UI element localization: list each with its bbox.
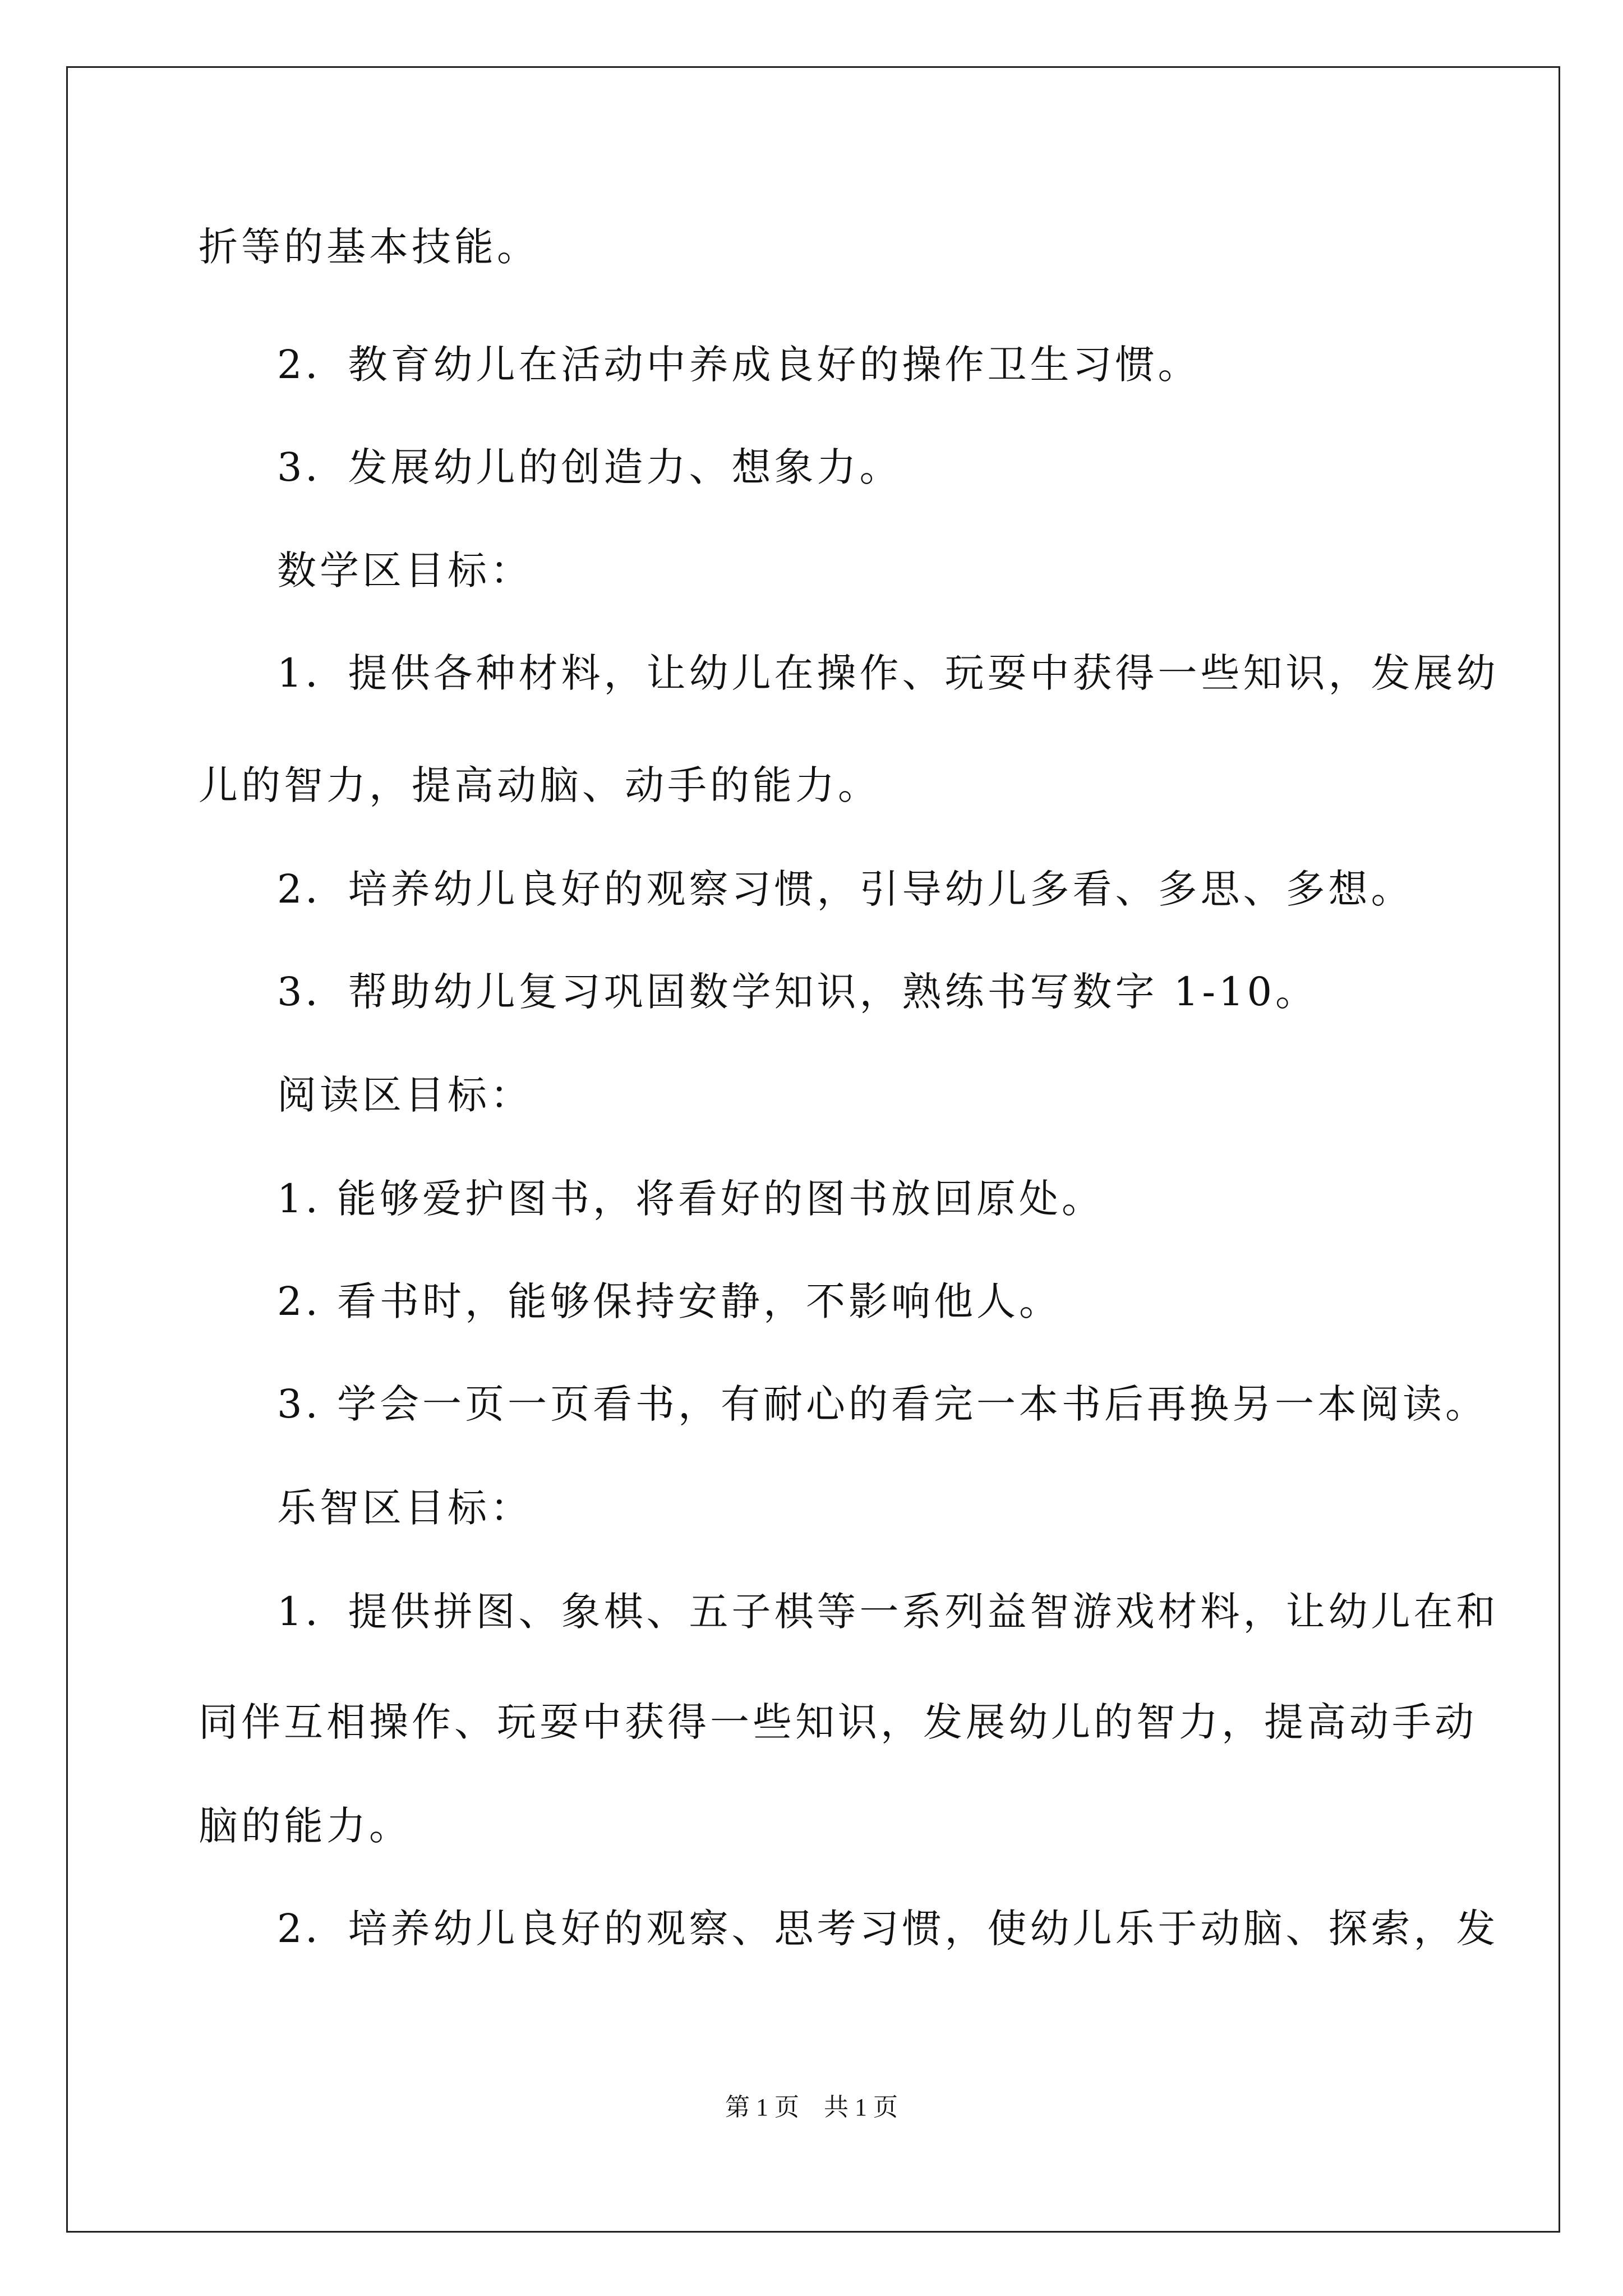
paragraph-line: 2．培养幼儿良好的观察、思考习惯，使幼儿乐于动脑、探索，发: [277, 1906, 1499, 1952]
paragraph-line: 3. 学会一页一页看书，有耐心的看完一本书后再换另一本阅读。: [277, 1381, 1488, 1427]
paragraph-line: 脑的能力。: [199, 1803, 412, 1849]
paragraph-line: 儿的智力，提高动脑、动手的能力。: [199, 762, 880, 808]
paragraph-line: 2．教育幼儿在活动中养成良好的操作卫生习惯。: [277, 342, 1201, 388]
paragraph-line: 2. 看书时，能够保持安静，不影响他人。: [277, 1278, 1062, 1324]
paragraph-line: 同伴互相操作、玩耍中获得一些知识，发展幼儿的智力，提高动手动: [199, 1699, 1477, 1745]
section-heading: 乐智区目标：: [277, 1485, 533, 1531]
paragraph-line: 3．发展幼儿的创造力、想象力。: [277, 444, 902, 490]
section-heading: 阅读区目标：: [277, 1072, 533, 1118]
page-footer: 第 1 页 共 1 页: [725, 2093, 898, 2121]
paragraph-line: 2．培养幼儿良好的观察习惯，引导幼儿多看、多思、多想。: [277, 866, 1414, 912]
paragraph-line: 1. 能够爱护图书，将看好的图书放回原处。: [277, 1176, 1105, 1222]
paragraph-line: 1．提供各种材料，让幼儿在操作、玩耍中获得一些知识，发展幼: [277, 650, 1499, 696]
section-heading: 数学区目标：: [277, 547, 533, 593]
paragraph-line: 折等的基本技能。: [199, 224, 540, 270]
paragraph-line: 3．帮助幼儿复习巩固数学知识，熟练书写数字 1-10。: [277, 969, 1318, 1015]
paragraph-line: 1．提供拼图、象棋、五子棋等一系列益智游戏材料，让幼儿在和: [277, 1589, 1499, 1635]
